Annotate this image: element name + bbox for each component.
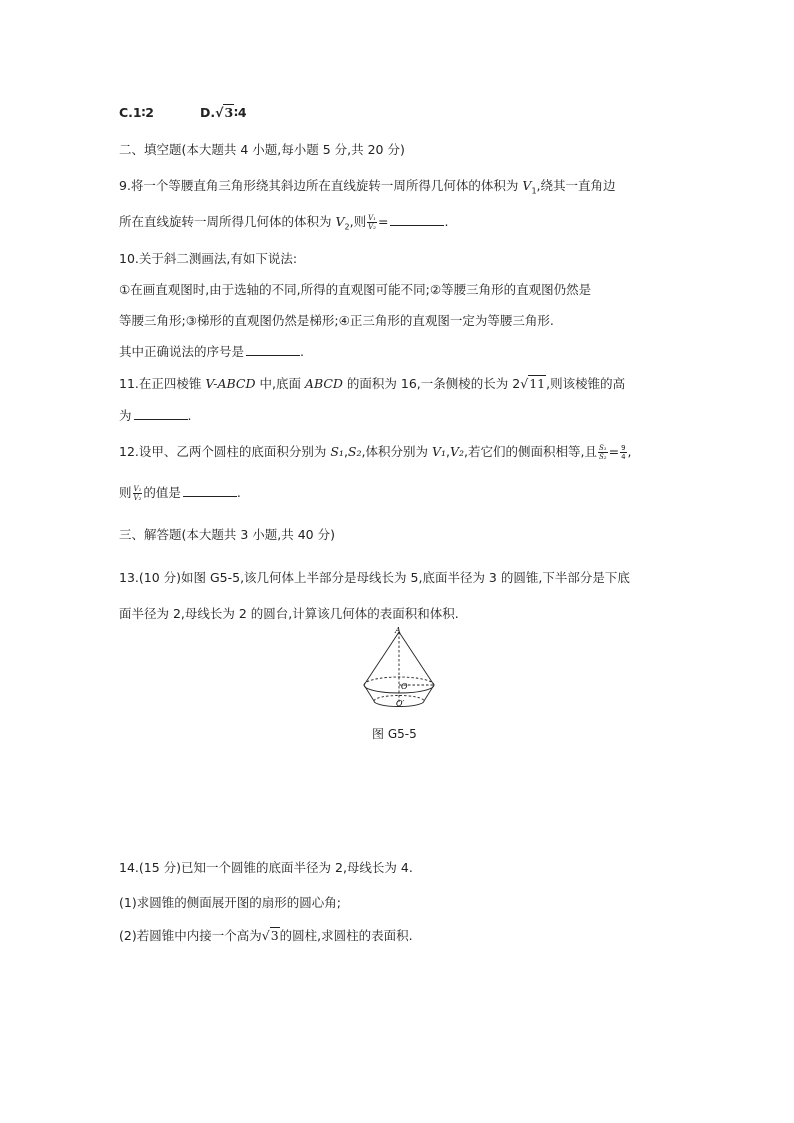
q10-line-2: ①在画直观图时,由于选轴的不同,所得的直观图可能不同;②等腰三角形的直观图仍然是 [119, 282, 592, 297]
sqrt-3: √3 [261, 928, 279, 943]
q14-line-1: 14.(15 分)已知一个圆锥的底面半径为 2,母线长为 4. [119, 860, 413, 875]
answer-blank [246, 343, 300, 356]
sqrt-3: √3 [215, 105, 234, 120]
fraction-v1-v2: $\frac{\text{V₁}}{\text{V₂}}$ [368, 214, 376, 231]
pyramid-name: V-ABCD [205, 376, 256, 391]
q11-text-e: 为 [119, 408, 132, 423]
answer-blank [183, 484, 237, 497]
q9-line-1 [119, 177, 616, 201]
q8-option-c: C.1∶2 [119, 105, 154, 120]
sub-2: 2 [344, 222, 350, 232]
sub-1: 1 [531, 186, 537, 196]
fraction-v1-v2: $\frac{\text{V₁}}{\text{V₂}}$ [133, 485, 142, 502]
period: . [187, 408, 192, 423]
fraction-9-4: $\frac{9}{4}$ [621, 444, 626, 461]
q12-line-1 [119, 443, 632, 461]
q13-line-2: 面半径为 2,母线长为 2 的圆台,计算该几何体的表面积和体积. [119, 606, 459, 621]
cone-frustum-figure [355, 626, 445, 712]
q9-text-d: ,则 [349, 214, 367, 229]
comma: , [446, 444, 450, 459]
q10-line-1: 10.关于斜二测画法,有如下说法: [119, 251, 298, 266]
label-o: O [401, 682, 408, 691]
frustum-left-edge [364, 685, 374, 701]
q9-text-a: 9.将一个等腰直角三角形绕其斜边所在直线旋转一周所得几何体的体积为 [119, 178, 523, 193]
q12-text-a: 12.设甲、乙两个圆柱的底面积分别为 [119, 444, 331, 459]
frustum-right-edge [424, 685, 434, 701]
sqrt-11: √11 [520, 376, 546, 391]
equals: = [377, 214, 389, 229]
label-o-prime: O′ [396, 699, 405, 708]
q10-line-4 [119, 343, 304, 361]
q12-text-e: 的值是 [143, 485, 181, 500]
q11-text-a: 11.在正四棱锥 [119, 376, 206, 391]
q11-text-d: ,则该棱锥的高 [546, 376, 626, 391]
q11-line-2 [119, 407, 192, 425]
fraction-s1-s2: $\frac{\text{S₁}}{\text{S₂}}$ [598, 444, 607, 461]
section-2-title: 二、填空题(本大题共 4 小题,每小题 5 分,共 20 分) [119, 142, 405, 157]
answer-blank [390, 213, 444, 226]
q12-text-d: 则 [119, 485, 132, 500]
q8-option-d-suffix: ∶4 [234, 105, 247, 120]
q11-text-c: 的面积为 16,一条侧棱的长为 2 [342, 376, 521, 391]
var-v2: V [335, 214, 345, 229]
q13-line-1: 13.(10 分)如图 G5-5,该几何体上半部分是母线长为 5,底面半径为 3 的圆锥,下半部分是下底 [119, 570, 630, 585]
q8-option-d-prefix: D. [200, 105, 216, 120]
q14-text-a: (2)若圆锥中内接一个高为 [119, 928, 262, 943]
base-name: ABCD [304, 376, 343, 391]
figure-caption: 图 G5-5 [372, 727, 417, 741]
var-s1: S₁ [330, 444, 344, 459]
q14-text-b: 的圆柱,求圆柱的表面积. [279, 928, 413, 943]
comma: , [627, 444, 632, 459]
q14-line-2: (1)求圆锥的侧面展开图的扇形的圆心角; [119, 895, 341, 910]
q9-text-c: 所在直线旋转一周所得几何体的体积为 [119, 214, 336, 229]
q9-line-2 [119, 213, 448, 237]
label-a: A [395, 626, 401, 635]
q9-text-b: ,绕其一直角边 [536, 178, 616, 193]
period: . [444, 214, 449, 229]
var-v1: V₁ [431, 444, 446, 459]
period: . [300, 344, 304, 359]
var-v1: V [522, 178, 532, 193]
q14-line-3 [119, 927, 413, 945]
q10-line-3: 等腰三角形;③梯形的直观图仍然是梯形;④正三角形的直观图一定为等腰三角形. [119, 313, 554, 328]
q10-text: 其中正确说法的序号是 [119, 344, 245, 359]
var-s2: S₂ [347, 444, 362, 459]
q11-text-b: 中,底面 [255, 376, 305, 391]
q11-line-1 [119, 375, 625, 393]
q12-text-c: ,若它们的侧面积相等,且 [464, 444, 597, 459]
var-v2: V₂ [449, 444, 465, 459]
section-3-title: 三、解答题(本大题共 3 小题,共 40 分) [119, 527, 335, 542]
period: . [236, 485, 241, 500]
answer-blank [134, 407, 188, 420]
equals: = [608, 444, 620, 459]
q12-line-2 [119, 484, 241, 502]
q8-options [119, 104, 247, 122]
q12-text-b: ,体积分别为 [361, 444, 432, 459]
comma: , [343, 444, 348, 459]
